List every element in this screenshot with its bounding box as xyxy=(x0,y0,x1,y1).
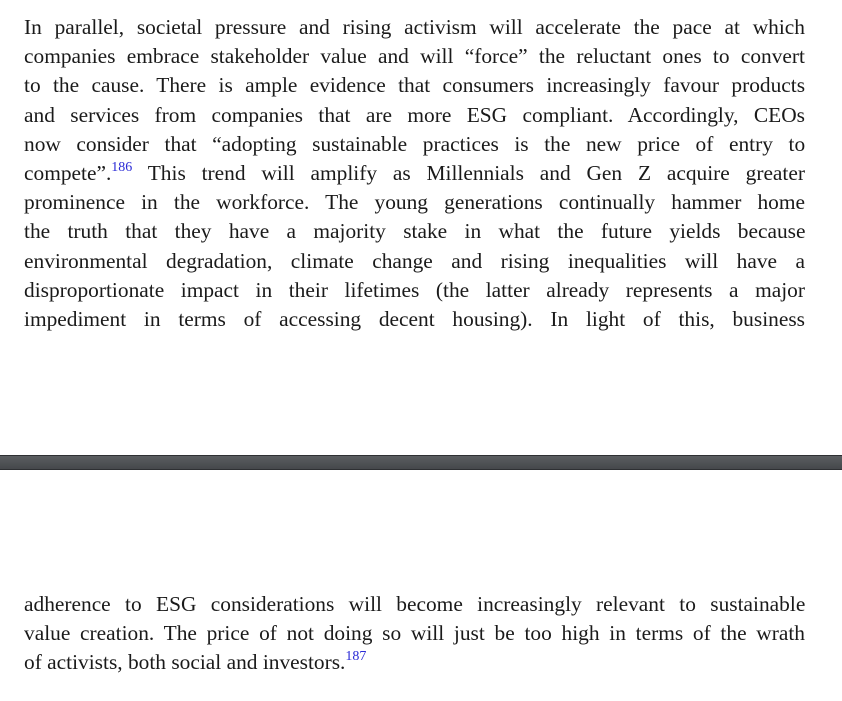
footnote-link-186[interactable]: 186 xyxy=(111,159,133,175)
text-line: impediment in terms of accessing decent housing). In light of this, business xyxy=(24,306,805,331)
text-line: adherence to ESG considerations will become increasingly relevant to sustainable xyxy=(24,592,806,616)
paragraph-bottom xyxy=(24,590,805,678)
text-line: In parallel, societal pressure and rising activism will accelerate the pace at which xyxy=(24,15,805,39)
text-line-with-footnote xyxy=(24,648,805,677)
text-segment: of activists, both social and investors. xyxy=(24,650,346,675)
text-line: disproportionate impact in their lifetimes (the latter already represents a major xyxy=(24,277,805,302)
page-bottom xyxy=(0,470,842,701)
text-line: and services from companies that are more ESG compliant. Accordingly, CEOs xyxy=(24,102,805,127)
text-line: to the cause. There is ample evidence that consumers increasingly favour products xyxy=(24,73,806,98)
text-line: companies embrace stakeholder value and will “force” the reluctant ones to convert xyxy=(24,44,805,69)
text-line: prominence in the workforce. The young generations continually hammer home xyxy=(24,190,805,215)
text-line: the truth that they have a majority stake in what the future yields because xyxy=(24,219,806,244)
text-line-with-footnote xyxy=(24,159,805,188)
footnote-link-187[interactable]: 187 xyxy=(345,649,367,665)
text-line: now consider that “adopting sustainable practices is the new price of entry to xyxy=(24,131,806,156)
page-separator xyxy=(0,455,842,470)
text-line: environmental degradation, climate change and rising inequalities will have a xyxy=(24,248,805,273)
text-line: value creation. The price of not doing so will just be too high in terms of the wrath xyxy=(24,621,805,646)
text-segment: This trend will amplify as Millennials and Gen Z acquire greater xyxy=(132,160,805,185)
text-segment: compete”. xyxy=(24,160,112,185)
paragraph-top xyxy=(24,13,805,334)
